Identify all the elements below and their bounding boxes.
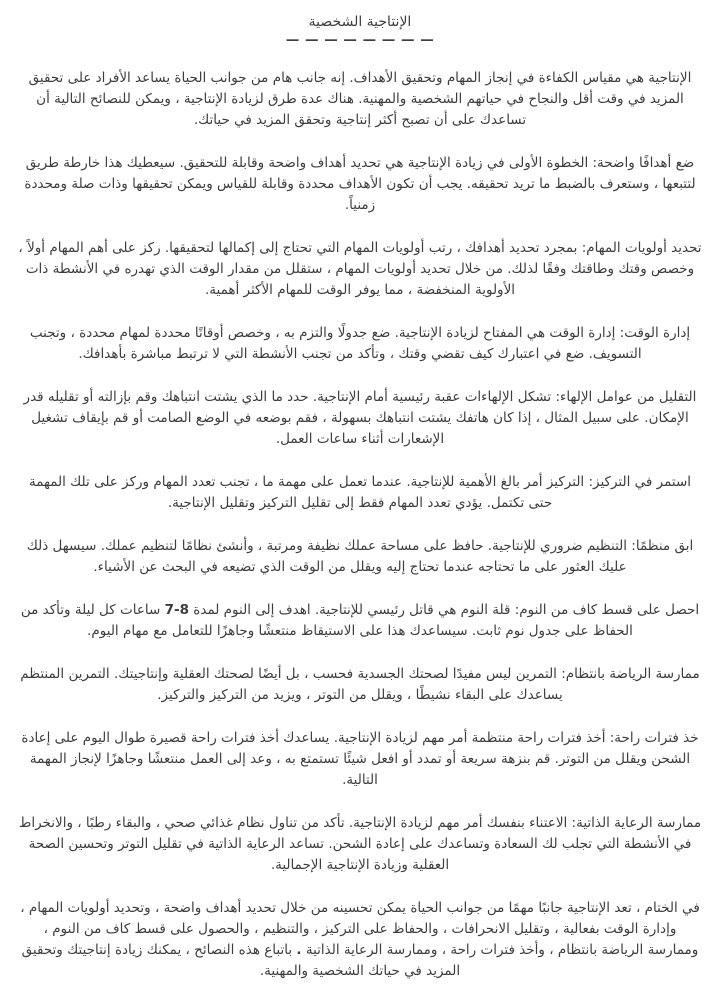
tip-time-management: إدارة الوقت: إدارة الوقت هي المفتاح لزيادة الإنتاجية. ضع جدولًا والتزم به ، وخصص أوقاتًا محددة لمهام محددة ، وتجنب التسويف. ضع في اعتبارك كيف تقضي وقتك ، وتأكد من تجنب الأنشطة التي لا ترتبط مباشرة بأهدافك. <box>29 325 691 362</box>
conclusion-bold-period: . <box>296 942 302 958</box>
tip-exercise-regularly: ممارسة الرياضة بانتظام: التمرين ليس مفيدًا لصحتك الجسدية فحسب ، بل أيضًا لصحتك العقلية وإنتاجيتك. التمرين المنتظم يساعدك على البقاء نشيطًا ، ويقلل من التوتر ، ويزيد من التركيز والتركيز. <box>20 666 700 703</box>
sleep-text-after: ساعات كل ليلة وتأكد من الحفاظ على جدول نوم ثابت. سيساعدك هذا على الاستيقاظ منتعشًا وجاهزًا للتعامل مع مهام اليوم. <box>20 602 633 639</box>
title-separator: — — — — — — — — <box>285 32 435 48</box>
conclusion-text-after: باتباع هذه النصائح ، يمكنك زيادة إنتاجيتك وتحقيق المزيد في حياتك الشخصية والمهنية. <box>21 942 461 979</box>
sleep-hours-range: 8-7 <box>164 602 190 618</box>
sleep-text-before: احصل على قسط كاف من النوم: قلة النوم هي قاتل رئيسي للإنتاجية. اهدف إلى النوم لمدة <box>189 602 700 618</box>
page-title: الإنتاجية الشخصية <box>308 14 412 30</box>
tip-stay-focused: استمر في التركيز: التركيز أمر بالغ الأهمية للإنتاجية. عندما تعمل على مهمة ما ، تجنب تعدد المهام وركز على تلك المهمة حتى تكتمل. يؤدي تعدد المهام فقط إلى تقليل التركيز وتقليل الإنتاجية. <box>28 474 692 511</box>
conclusion-text-before: في الختام ، تعد الإنتاجية جانبًا مهمًا من جوانب الحياة يمكن تحسينه من خلال تحديد أهداف واضحة ، وتحديد أولويات المهام ، وإدارة الوقت بفعالية ، وتقليل الانحرافات ، والحفاظ على التركيز ، والتنظيم ، والحصول على قسط كاف من النوم ، وممارسة الرياضة بانتظام ، وأخذ فترات راحة ، وممارسة الرعاية الذاتية <box>20 900 700 958</box>
tip-self-care: ممارسة الرعاية الذاتية: الاعتناء بنفسك أمر مهم لزيادة الإنتاجية. تأكد من تناول نظام غذائي صحي ، والبقاء رطبًا ، والانخراط في الأنشطة التي تجلب لك السعادة وتساعدك على إعادة الشحن. تساعد الرعاية الذاتية في تقليل التوتر وتحسين الصحة العقلية وزيادة الإنتاجية الإجمالية. <box>18 815 702 873</box>
tip-prioritize-tasks: تحديد أولويات المهام: بمجرد تحديد أهدافك ، رتب أولويات المهام التي تحتاج إلى إكمالها لتحقيقها. ركز على أهم المهام أولاً ، وخصص وقتك وطاقتك وفقًا لذلك. من خلال تحديد أولويات المهام ، ستقلل من مقدار الوقت الذي تهدره في الأنشطة ذات الأولوية المنخفضة ، مما يوفر الوقت للمهام الأكثر أهمية. <box>18 240 702 298</box>
tip-take-breaks: خذ فترات راحة: أخذ فترات راحة منتظمة أمر مهم لزيادة الإنتاجية. يساعدك أخذ فترات راحة قصيرة طوال اليوم على إعادة الشحن ويقلل من التوتر. قم بنزهة سريعة أو تمدد أو افعل شيئًا تستمتع به ، وعد إلى العمل منتعشًا وجاهزًا لإنجاز المهمة التالية. <box>21 730 699 788</box>
tip-minimize-distractions: التقليل من عوامل الإلهاء: تشكل الإلهاءات عقبة رئيسية أمام الإنتاجية. حدد ما الذي يشتت انتباهك وقم بإزالته أو تقليله قدر الإمكان. على سبيل المثال ، إذا كان هاتفك يشتت انتباهك بسهولة ، فقم بوضعه في الوضع الصامت أو قم بإيقاف تشغيل الإشعارات أثناء ساعات العمل. <box>23 389 697 447</box>
intro-paragraph: الإنتاجية هي مقياس الكفاءة في إنجاز المهام وتحقيق الأهداف. إنه جانب هام من جوانب الحياة يساعد الأفراد على تحقيق المزيد في وقت أقل والنجاح في حياتهم الشخصية والمهنية. هناك عدة طرق لزيادة الإنتاجية ، ويمكن للنصائح التالية أن تساعدك على أن تصبح أكثر إنتاجية وتحقق المزيد في حياتك. <box>28 70 692 128</box>
tip-set-clear-goals: ضع أهدافًا واضحة: الخطوة الأولى في زيادة الإنتاجية هي تحديد أهداف واضحة وقابلة للتحقيق. سيعطيك هذا خارطة طريق لتتبعها ، وستعرف بالضبط ما تريد تحقيقه. يجب أن تكون الأهداف محددة وقابلة للقياس ويمكن تحقيقها وذات صلة ومحددة زمنياً. <box>24 155 696 213</box>
tip-get-enough-sleep <box>18 600 702 642</box>
tip-stay-organized: ابق منظمًا: التنظيم ضروري للإنتاجية. حافظ على مساحة عملك نظيفة ومرتبة ، وأنشئ نظامًا لتنظيم عملك. سيسهل ذلك عليك العثور على ما تحتاجه عندما تحتاج إليه ويقلل من الوقت الذي تضيعه في البحث عن الأشياء. <box>26 538 694 575</box>
conclusion-paragraph <box>18 898 702 982</box>
